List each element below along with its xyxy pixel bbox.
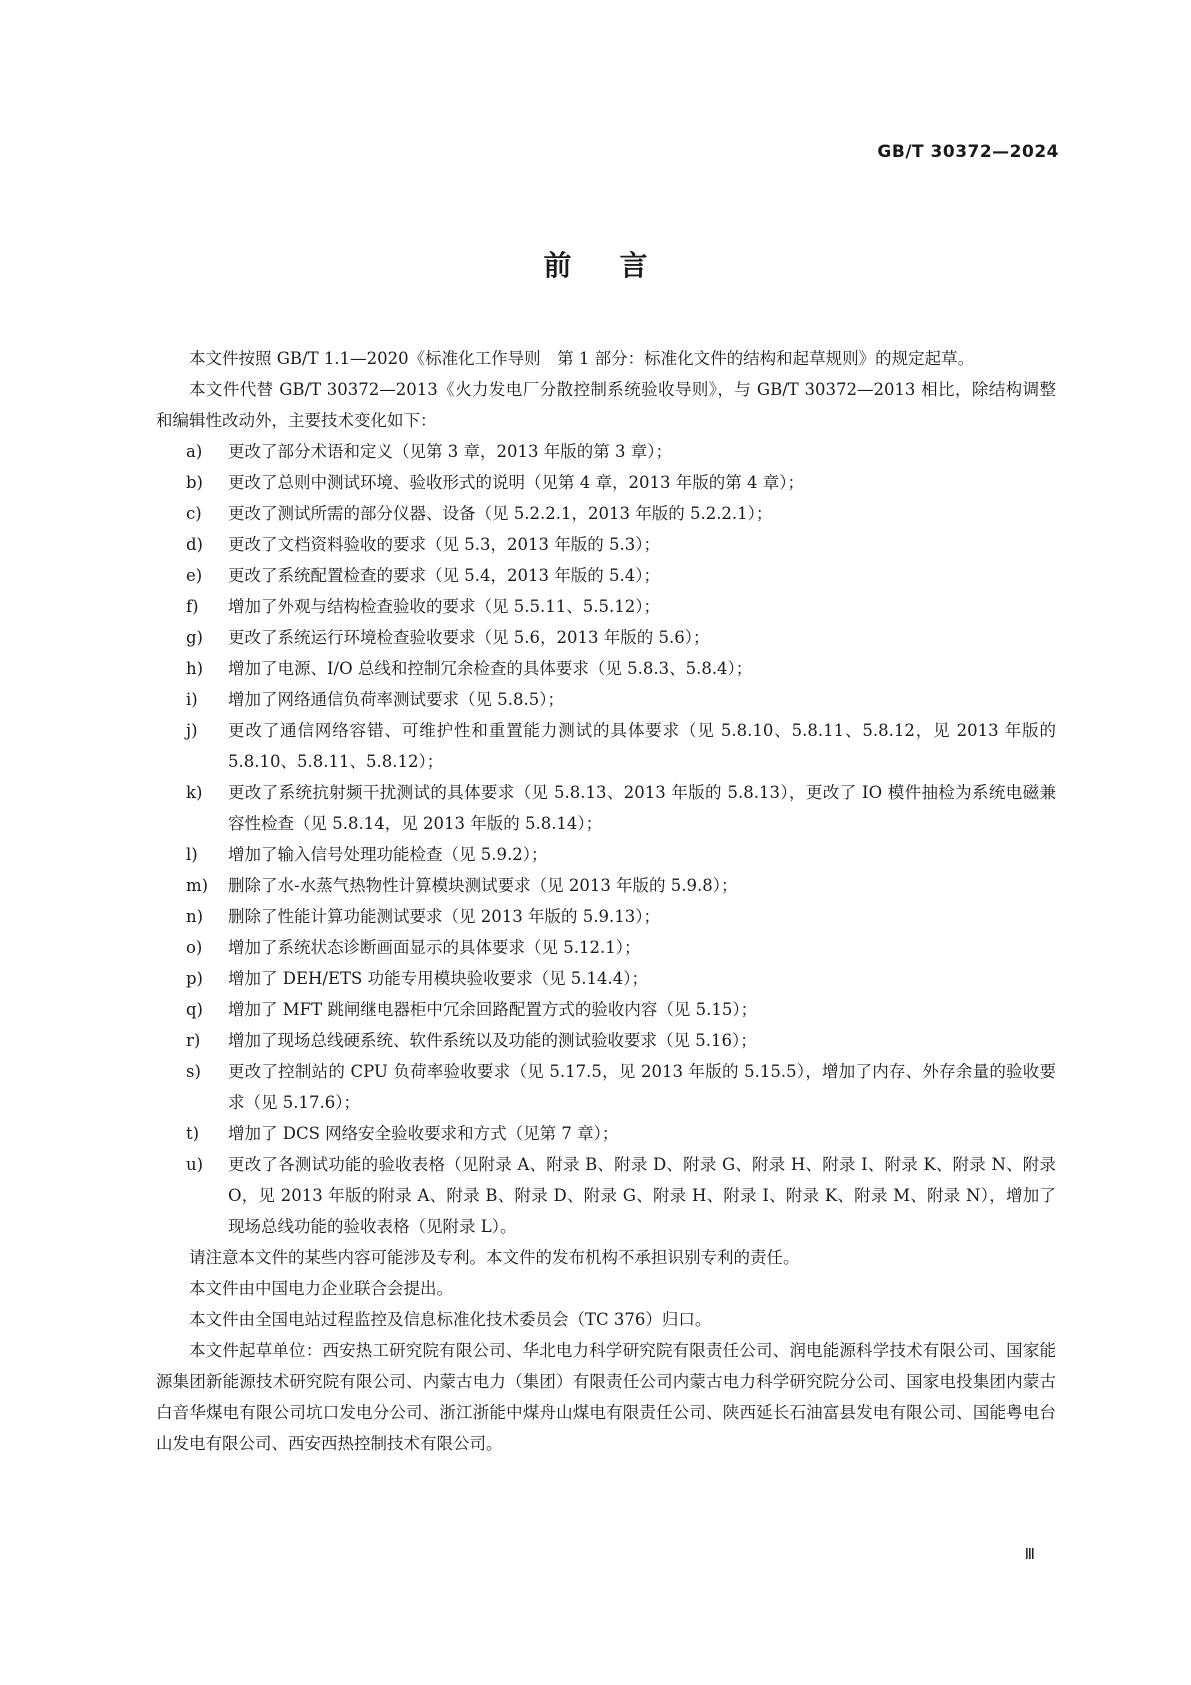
- list-item: [156, 994, 1056, 1025]
- list-item: [156, 715, 1056, 777]
- page-number: Ⅲ: [1024, 1545, 1035, 1563]
- list-text: 增加了电源、I/O 总线和控制冗余检查的具体要求（见 5.8.3、5.8.4）；: [228, 659, 753, 678]
- list-marker: l): [186, 845, 198, 864]
- list-marker: u): [186, 1155, 204, 1174]
- list-marker: b): [186, 473, 203, 492]
- list-text: 增加了现场总线硬系统、软件系统以及功能的测试验收要求（见 5.16）；: [228, 1031, 757, 1050]
- proposer-paragraph: 本文件由中国电力企业联合会提出。: [189, 1279, 453, 1298]
- list-item: [156, 653, 1056, 684]
- list-item: [156, 591, 1056, 622]
- committee-paragraph: 本文件由全国电站过程监控及信息标准化技术委员会（TC 376）归口。: [189, 1310, 712, 1329]
- list-marker: t): [186, 1124, 200, 1143]
- list-item: [156, 529, 1056, 560]
- list-text: 更改了文档资料验收的要求（见 5.3，2013 年版的 5.3）；: [228, 535, 660, 554]
- list-item: [156, 1149, 1056, 1242]
- list-text: 更改了部分术语和定义（见第 3 章，2013 年版的第 3 章）；: [228, 442, 672, 461]
- list-text: 增加了 MFT 跳闸继电器柜中冗余回路配置方式的验收内容（见 5.15）；: [228, 1000, 758, 1019]
- changes-list: [156, 436, 1056, 1242]
- list-text: 更改了测试所需的部分仪器、设备（见 5.2.2.1，2013 年版的 5.2.2.1）；: [228, 504, 773, 523]
- list-item: [156, 498, 1056, 529]
- list-item: [156, 839, 1056, 870]
- list-marker: d): [186, 535, 203, 554]
- list-item: [156, 684, 1056, 715]
- page-title: 前言: [543, 249, 696, 282]
- list-marker: k): [186, 783, 203, 802]
- list-item: [156, 932, 1056, 963]
- list-marker: a): [186, 442, 203, 461]
- intro-paragraph-drafting: 本文件按照 GB/T 1.1—2020《标准化工作导则 第 1 部分：标准化文件的结构和起草规则》的规定起草。: [189, 349, 975, 368]
- list-marker: r): [186, 1031, 201, 1050]
- list-marker: c): [186, 504, 202, 523]
- list-item: [156, 1025, 1056, 1056]
- list-marker: q): [186, 1000, 203, 1019]
- list-item: [156, 467, 1056, 498]
- list-item: [156, 870, 1056, 901]
- list-marker: f): [186, 597, 199, 616]
- list-text: 更改了通信网络容错、可维护性和重置能力测试的具体要求（见 5.8.10、5.8.11、5.8.12，见 2013 年版的 5.8.10、5.8.11、5.8.12）；: [228, 721, 1056, 771]
- list-text: 增加了 DEH/ETS 功能专用模块验收要求（见 5.14.4）；: [228, 969, 649, 988]
- list-item: [156, 1118, 1056, 1149]
- list-item: [156, 622, 1056, 653]
- list-item: [156, 777, 1056, 839]
- list-text: 增加了输入信号处理功能检查（见 5.9.2）；: [228, 845, 548, 864]
- list-item: [156, 560, 1056, 591]
- list-text: 更改了系统运行环境检查验收要求（见 5.6，2013 年版的 5.6）；: [228, 628, 710, 647]
- list-marker: n): [186, 907, 204, 926]
- list-marker: g): [186, 628, 203, 647]
- standard-code: GB/T 30372—2024: [877, 142, 1059, 162]
- patent-notice-paragraph: 请注意本文件的某些内容可能涉及专利。本文件的发布机构不承担识别专利的责任。: [189, 1248, 800, 1267]
- list-text: 更改了各测试功能的验收表格（见附录 A、附录 B、附录 D、附录 G、附录 H、附录 I、附录 K、附录 N、附录 O，见 2013 年版的附录 A、附录 B、附录 D、附录 G、附录 H、附录 I、附录 K、附录 M、附录 N），增加了现场总线功能的验收表格（见附录 L）。: [228, 1155, 1056, 1236]
- list-text: 增加了外观与结构检查验收的要求（见 5.5.11、5.5.12）；: [228, 597, 660, 616]
- list-marker: h): [186, 659, 204, 678]
- intro-paragraph-replacement: 本文件代替 GB/T 30372—2013《火力发电厂分散控制系统验收导则》，与 GB/T 30372—2013 相比，除结构调整和编辑性改动外，主要技术变化如下：: [156, 380, 1056, 430]
- list-marker: o): [186, 938, 203, 957]
- drafting-units-paragraph: 本文件起草单位：西安热工研究院有限公司、华北电力科学研究院有限责任公司、润电能源科学技术有限公司、国家能源集团新能源技术研究院有限公司、内蒙古电力（集团）有限责任公司内蒙古电力科学研究院分公司、国家电投集团内蒙古白音华煤电有限公司坑口发电分公司、浙江浙能中煤舟山煤电有限责任公司、陕西延长石油富县发电有限公司、国能粤电台山发电有限公司、西安西热控制技术有限公司。: [156, 1341, 1056, 1453]
- list-text: 删除了水-水蒸气热物性计算模块测试要求（见 2013 年版的 5.9.8）；: [228, 876, 738, 895]
- foreword-body: [156, 343, 1056, 1459]
- list-marker: e): [186, 566, 203, 585]
- list-text: 增加了系统状态诊断画面显示的具体要求（见 5.12.1）；: [228, 938, 641, 957]
- list-text: 删除了性能计算功能测试要求（见 2013 年版的 5.9.13）；: [228, 907, 660, 926]
- list-marker: p): [186, 969, 203, 988]
- list-text: 更改了控制站的 CPU 负荷率验收要求（见 5.17.5，见 2013 年版的 5.15.5），增加了内存、外存余量的验收要求（见 5.17.6）；: [228, 1062, 1056, 1112]
- list-text: 更改了总则中测试环境、验收形式的说明（见第 4 章，2013 年版的第 4 章）；: [228, 473, 804, 492]
- list-marker: s): [186, 1062, 201, 1081]
- list-text: 增加了网络通信负荷率测试要求（见 5.8.5）；: [228, 690, 564, 709]
- list-text: 更改了系统抗射频干扰测试的具体要求（见 5.8.13、2013 年版的 5.8.13），更改了 IO 模件抽检为系统电磁兼容性检查（见 5.8.14，见 2013 年版的 5.8.14）；: [228, 783, 1056, 833]
- list-text: 更改了系统配置检查的要求（见 5.4，2013 年版的 5.4）；: [228, 566, 660, 585]
- list-marker: j): [186, 721, 198, 740]
- list-marker: m): [186, 876, 209, 895]
- list-item: [156, 901, 1056, 932]
- list-item: [156, 963, 1056, 994]
- list-marker: i): [186, 690, 198, 709]
- list-text: 增加了 DCS 网络安全验收要求和方式（见第 7 章）；: [228, 1124, 619, 1143]
- list-item: [156, 1056, 1056, 1118]
- list-item: [156, 436, 1056, 467]
